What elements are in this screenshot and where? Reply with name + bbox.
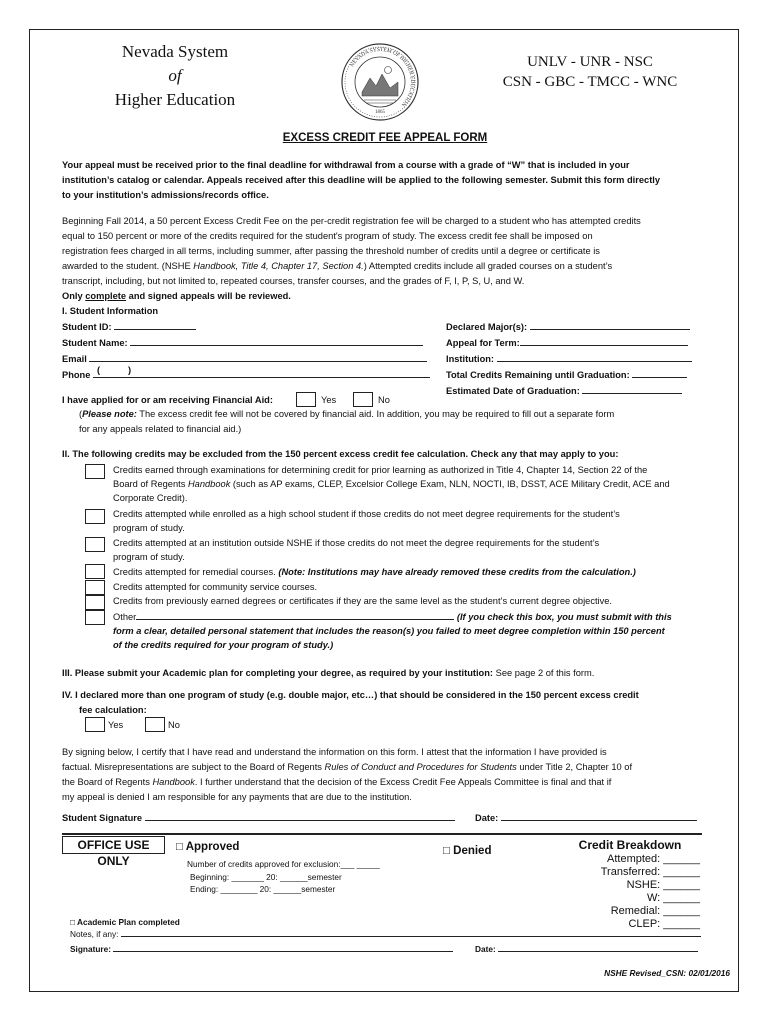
institutions	[490, 52, 690, 92]
policy-line: transcript, including, but not limited to, repeated courses, transfer courses, and the grades of F, I, P, S, U, and W.	[62, 276, 525, 286]
financial-aid-yes-label: Yes	[321, 395, 337, 405]
policy-paragraph	[62, 214, 712, 304]
email-field[interactable]	[89, 351, 427, 362]
financial-aid-yes-checkbox[interactable]	[296, 392, 316, 407]
outside-nshe-checkbox[interactable]	[85, 537, 105, 552]
credit-breakdown-list	[540, 853, 700, 931]
nshe-seal-icon	[340, 42, 420, 122]
student-name-field[interactable]	[130, 335, 423, 346]
policy-line: registration fees charged in all terms, including summer, after passing the threshold number of credits until a degree or certificate is	[62, 246, 600, 256]
appeal-term-row: Appeal for Term:	[446, 335, 701, 351]
multiple-programs-no-checkbox[interactable]	[145, 717, 165, 732]
revision-note: NSHE Revised_CSN: 02/01/2016	[604, 968, 730, 978]
nshe-line2: of	[168, 66, 182, 85]
student-info-right	[446, 319, 701, 399]
student-id-field[interactable]	[114, 319, 196, 330]
seal-year: 1865	[375, 110, 385, 115]
section3	[62, 666, 594, 681]
office-date-row: Date:	[475, 943, 698, 955]
est-grad-row: Estimated Date of Graduation:	[446, 383, 701, 399]
cb-attempted: Attempted: ______	[607, 853, 700, 865]
credits-approved: Number of credits approved for exclusion:___ _____	[187, 859, 380, 869]
other-checkbox[interactable]	[85, 610, 105, 625]
institutions-line1: UNLV - UNR - NSC	[527, 54, 653, 70]
financial-aid-no-checkbox[interactable]	[353, 392, 373, 407]
student-signature-row: Student Signature	[62, 810, 455, 826]
phone-row: Phone ( )	[62, 367, 442, 383]
office-date-field[interactable]	[498, 943, 698, 952]
credit-breakdown-title: Credit Breakdown	[578, 838, 682, 852]
cb-nshe: NSHE: ______	[626, 879, 700, 891]
notes-field[interactable]	[121, 928, 701, 937]
cb-remedial: Remedial: ______	[610, 905, 700, 917]
nshe-line3: Higher Education	[114, 90, 236, 109]
community-service-checkbox[interactable]	[85, 580, 105, 595]
student-name-row: Student Name:	[62, 335, 442, 351]
cb-w: W: ______	[646, 892, 700, 904]
section4-heading: IV. I declared more than one program of study (e.g. double major, etc…) that should be considered in the 150 percent excess credit fee calculation:	[62, 690, 639, 715]
form-title: EXCESS CREDIT FEE APPEAL FORM	[282, 132, 488, 144]
student-signature-field[interactable]	[145, 810, 455, 821]
office-use-label: OFFICE USE ONLY	[62, 836, 165, 854]
community-service-text: Credits attempted for community service courses.	[113, 582, 318, 592]
financial-aid-no-label: No	[378, 395, 390, 405]
nshe-name	[100, 40, 250, 112]
appeal-term-field[interactable]	[520, 335, 688, 346]
total-credits-field[interactable]	[632, 367, 687, 378]
outside-nshe-text: Credits attempted at an institution outside NSHE if those credits do not meet the degree requirements for the student’s program of study.	[113, 538, 600, 562]
office-signature-row: Signature:	[70, 943, 453, 955]
cb-clep: CLEP: ______	[628, 918, 700, 930]
student-info-left	[62, 319, 442, 383]
institutions-line2: CSN - GBC - TMCC - WNC	[502, 74, 678, 90]
declared-majors-field[interactable]	[530, 319, 690, 330]
section3-heading: III. Please submit your Academic plan for completing your degree, as required by your institution:	[62, 668, 494, 678]
section3-tail: See page 2 of this form.	[493, 668, 595, 678]
notice-line: Your appeal must be received prior to the final deadline for withdrawal from a course with a grade of “W” that is included in your	[62, 160, 630, 170]
beginning-term: Beginning: _______ 20: ______semester	[190, 872, 342, 882]
nshe-line1: Nevada System	[121, 42, 229, 61]
declared-majors-row: Declared Major(s):	[446, 319, 701, 335]
complete-notice: Only complete and signed appeals will be reviewed.	[62, 291, 291, 301]
student-date-field[interactable]	[501, 810, 697, 821]
high-school-checkbox[interactable]	[85, 509, 105, 524]
previous-degree-text: Credits from previously earned degrees or certificates if they are the same level as the student’s current degree objective.	[113, 596, 613, 606]
other-text: Other (If you check this box, you must submit with this form a clear, detailed personal statement that includes the reason(s) you failed to meet degree completion within 150 percent of the credits required for your program of study.)	[113, 609, 703, 652]
financial-aid-question: I have applied for or am receiving Financial Aid:	[62, 395, 273, 405]
multiple-programs-yes-checkbox[interactable]	[85, 717, 105, 732]
previous-degree-checkbox[interactable]	[85, 595, 105, 610]
phone-field[interactable]: ( )	[93, 367, 430, 378]
notes-row: Notes, if any:	[70, 928, 701, 940]
section2-heading: II. The following credits may be excluded from the 150 percent excess credit fee calculation. Check any that may apply to you:	[62, 449, 619, 459]
remedial-checkbox[interactable]	[85, 564, 105, 579]
office-divider	[62, 833, 702, 835]
certification-text: By signing below, I certify that I have read and understand the information on this form. I attest that the information I have provided is factual. Misrepresentations are subject to the Board of Regents Rules of Conduct and Procedures for Students under Title 2, Chapter 10 of the Board of Regents Handbook. I further understand that the decision of the Excess Credit Fee Appeals Committee is final and that if my appeal is denied I am responsible for any payments that are due to the institution.	[62, 747, 633, 802]
notice-line: to your institution’s admissions/records office.	[62, 190, 269, 200]
approved-checkbox[interactable]: □ Approved	[176, 841, 240, 853]
policy-line: equal to 150 percent or more of the credits required for the student's program of study. The excess credit fee shall be imposed on	[62, 231, 593, 241]
student-id-row: Student ID:	[62, 319, 442, 335]
policy-line: awarded to the student. (NSHE Handbook, Title 4, Chapter 17, Section 4.) Attempted credits include all graded courses on a student’s	[62, 261, 613, 271]
office-signature-field[interactable]	[113, 943, 453, 952]
other-field[interactable]	[136, 609, 454, 620]
high-school-text: Credits attempted while enrolled as a high school student if those credits do not meet degree requirements for the student’s program of study.	[113, 509, 620, 533]
student-date-row: Date:	[475, 810, 697, 826]
exam-credits-checkbox[interactable]	[85, 464, 105, 479]
email-row: Email	[62, 351, 442, 367]
institution-field[interactable]	[497, 351, 692, 362]
exam-credits-text: Credits earned through examinations for determining credit for prior learning as authorized in Title 4, Chapter 14, Section 22 of the Board of Regents Handbook (such as AP exams, CLEP, Excelsior College Exam, NLN, NOCTI, IB, DSST, ACE Military Credit, ACE and Corporate Credit).	[113, 465, 670, 503]
section1-heading: I. Student Information	[62, 306, 159, 316]
cb-transferred: Transferred: ______	[600, 866, 700, 878]
deadline-notice	[62, 158, 712, 203]
policy-line: Beginning Fall 2014, a 50 percent Excess Credit Fee on the per-credit registration fee will be charged to a student who has attempted credits	[62, 216, 641, 226]
ending-term: Ending: ________ 20: ______semester	[190, 884, 336, 894]
multiple-programs-yes-label: Yes	[108, 720, 124, 730]
notice-line: institution’s catalog or calendar. Appeals received after this deadline will be applied to the following semester. Submit this form directly	[62, 175, 661, 185]
seal-text: NEVADA SYSTEM OF HIGHER EDUCATION	[349, 46, 416, 108]
financial-aid-note: (Please note: The excess credit fee will not be covered by financial aid. In addition, you may be required to fill out a separate form for any appeals related to financial aid.)	[79, 409, 615, 434]
total-credits-row: Total Credits Remaining until Graduation:	[446, 367, 701, 383]
est-grad-field[interactable]	[582, 383, 682, 394]
academic-plan-checkbox[interactable]: □ Academic Plan completed	[70, 917, 180, 927]
institution-row: Institution:	[446, 351, 701, 367]
denied-checkbox[interactable]: □ Denied	[443, 845, 492, 857]
multiple-programs-no-label: No	[168, 720, 180, 730]
remedial-text: Credits attempted for remedial courses. (Note: Institutions may have already removed these credits from the calculation.)	[113, 567, 636, 577]
